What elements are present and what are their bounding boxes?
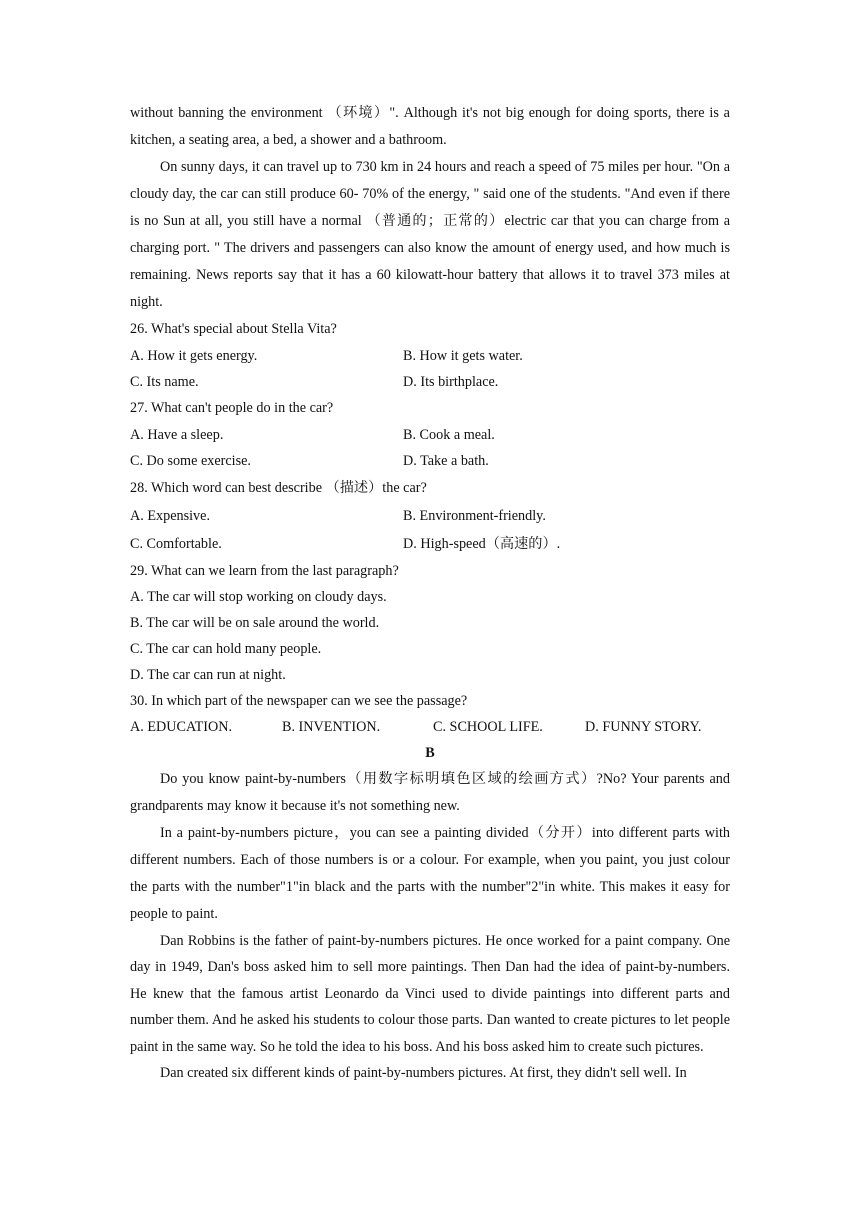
section-b-title: B: [425, 745, 435, 761]
question-26-option-c: C. Its name.: [130, 374, 199, 390]
question-27-option-c: C. Do some exercise.: [130, 453, 251, 469]
question-26-stem: 26. What's special about Stella Vita?: [130, 321, 337, 337]
question-28-option-c: C. Comfortable.: [130, 536, 222, 552]
question-29-option-a: A. The car will stop working on cloudy days.: [130, 589, 387, 605]
question-27-option-d: D. Take a bath.: [403, 453, 489, 469]
question-28-options: [130, 503, 730, 558]
question-28-option-d: D. High-speed（高速的）.: [403, 536, 561, 552]
question-26-option-b: B. How it gets water.: [403, 348, 523, 364]
question-30-option-b: B. INVENTION.: [282, 719, 381, 735]
question-26-option-d: D. Its birthplace.: [403, 374, 499, 390]
question-27-option-b: B. Cook a meal.: [403, 427, 495, 443]
question-28-stem: 28. Which word can best describe （描述）the car?: [130, 480, 427, 496]
question-29-option-b: B. The car will be on sale around the world.: [130, 615, 380, 631]
question-29-option-c: C. The car can hold many people.: [130, 641, 322, 657]
section-b-paragraph-3: Dan Robbins is the father of paint-by-numbers pictures. He once worked for a paint company. One day in 1949, Dan's boss asked him to sell more paintings. Then Dan had the idea of paint-by-numbers. He knew that the famous artist Leonardo da Vinci used to divide paintings into different parts and number them. And he asked his students to colour those parts. Dan wanted to create pictures to let people paint in the same way. So he told the idea to his boss. And his boss asked him to create such pictures.: [130, 933, 730, 1055]
question-28-option-b: B. Environment-friendly.: [403, 508, 546, 524]
question-28-option-a: A. Expensive.: [130, 508, 210, 524]
question-27-option-a: A. Have a sleep.: [130, 427, 224, 443]
document-page: [130, 100, 730, 1087]
section-b-paragraph-4: Dan created six different kinds of paint-by-numbers pictures. At first, they didn't sell well. In: [160, 1065, 687, 1082]
question-27-stem: 27. What can't people do in the car?: [130, 400, 334, 416]
question-26-option-a: A. How it gets energy.: [130, 348, 258, 364]
question-27-options: [130, 422, 730, 474]
question-29-option-d: D. The car can run at night.: [130, 667, 286, 683]
question-30-option-c: C. SCHOOL LIFE.: [433, 719, 543, 735]
question-30-option-d: D. FUNNY STORY.: [585, 719, 702, 735]
passage-a-paragraph-2: On sunny days, it can travel up to 730 km in 24 hours and reach a speed of 75 miles per hour. "On a cloudy day, the car can still produce 60- 70% of the energy, " said one of the students. "And even if there is no Sun at all, you still have a normal （普通的；正常的）electric car that you can charge from a charging port. " The drivers and passengers can also know the amount of energy used, and how much is remaining. News reports say that it has a 60 kilowatt-hour battery that allows it to travel 373 miles at night.: [130, 159, 730, 310]
question-30-option-a: A. EDUCATION.: [130, 719, 233, 735]
question-29-stem: 29. What can we learn from the last paragraph?: [130, 563, 399, 579]
question-26-options: [130, 343, 730, 395]
question-30-options: [130, 714, 730, 740]
section-b-paragraph-1: Do you know paint-by-numbers（用数字标明填色区域的绘画方式）?No? Your parents and grandparents may know it because it's not something new.: [130, 771, 730, 814]
question-30-stem: 30. In which part of the newspaper can we see the passage?: [130, 693, 468, 709]
passage-a-paragraph-1: without banning the environment （环境）". Although it's not big enough for doing sports, there is a kitchen, a seating area, a bed, a shower and a bathroom.: [130, 105, 730, 148]
section-b-paragraph-2: In a paint-by-numbers picture，you can see a painting divided（分开）into different parts with different numbers. Each of those numbers is or a colour. For example, when you paint, you just colour the parts with the number"1"in black and the parts with the number"2"in white. This makes it easy for people to paint.: [130, 825, 730, 922]
